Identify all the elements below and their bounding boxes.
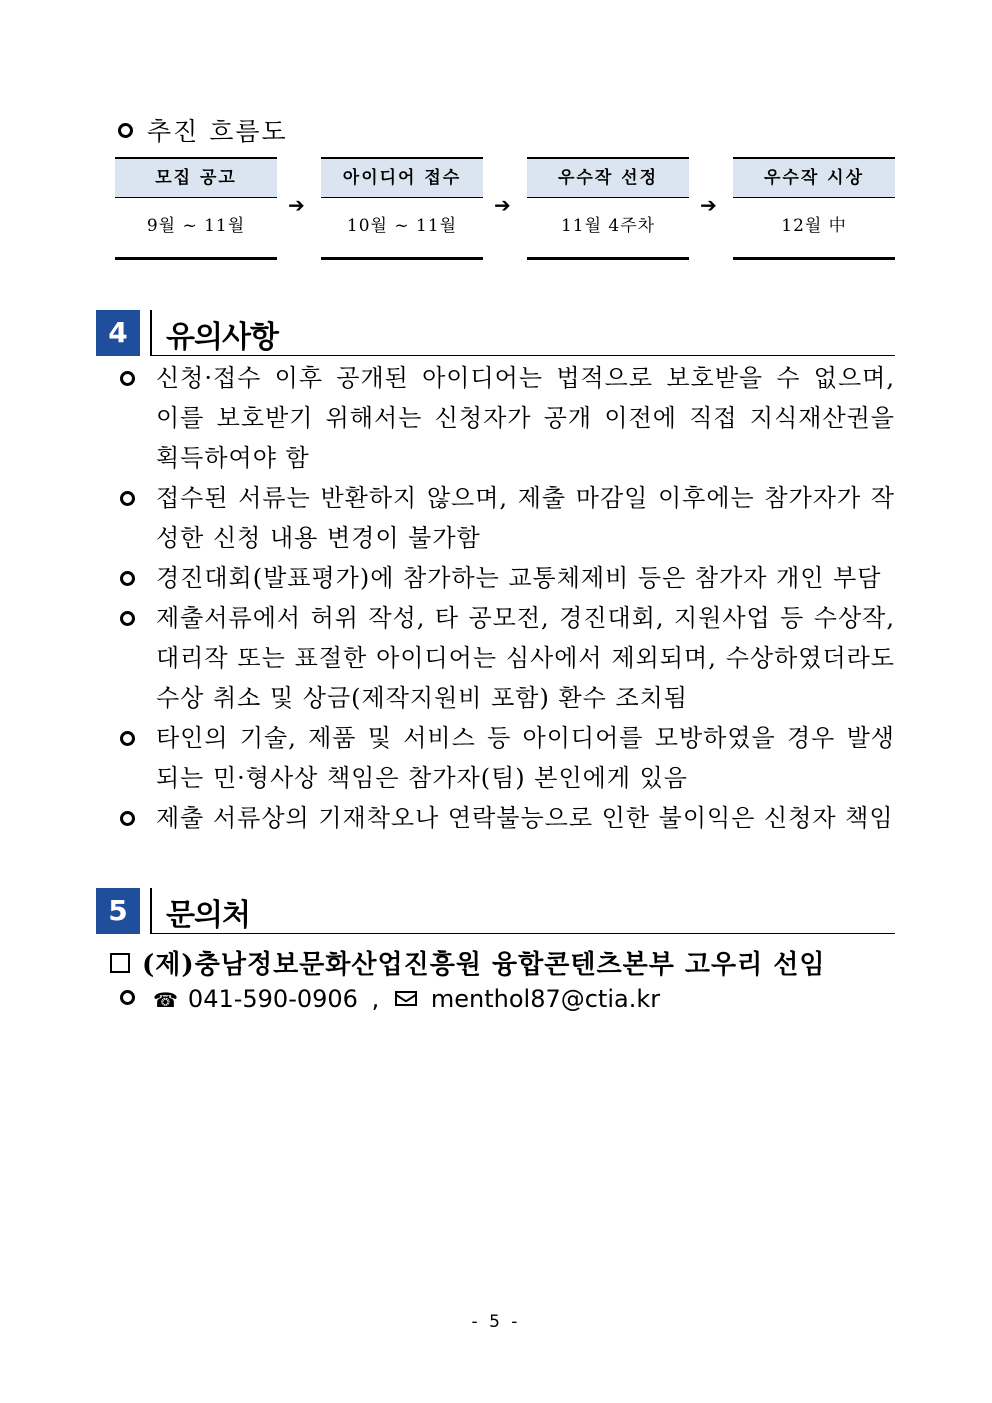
- section-5-divider: [150, 888, 152, 934]
- list-item: 경진대회(발표평가)에 참가하는 교통체제비 등은 참가자 개인 부담: [120, 558, 895, 598]
- phone-icon: ☎: [153, 988, 178, 1012]
- bullet-circle-icon: [118, 123, 133, 138]
- list-item: 타인의 기술, 제품 및 서비스 등 아이디어를 모방하였을 경우 발생되는 민·형사상 책임은 참가자(팀) 본인에게 있음: [120, 718, 895, 798]
- bullet-circle-icon: [120, 491, 135, 506]
- section-4-title: 유의사항: [166, 320, 278, 355]
- contact-details: [120, 985, 660, 1013]
- contact-email: menthol87@ctia.kr: [430, 985, 661, 1013]
- list-item: 제출 서류상의 기재착오나 연락불능으로 인한 불이익은 신청자 책임: [120, 798, 895, 838]
- section-4-divider: [150, 310, 152, 356]
- list-item: 제출서류에서 허위 작성, 타 공모전, 경진대회, 지원사업 등 수상작, 대리작 또는 표절한 아이디어는 심사에서 제외되며, 수상하였더라도 수상 취소 및 상금(제작지원비 포함) 환수 조치됨: [120, 598, 895, 718]
- list-item: 접수된 서류는 반환하지 않으며, 제출 마감일 이후에는 참가자가 작성한 신청 내용 변경이 불가함: [120, 478, 895, 558]
- page-number: - 5 -: [471, 1312, 521, 1332]
- notes-list: [120, 358, 895, 838]
- flow-step-period: 12월 中: [781, 216, 847, 236]
- contact-separator: ,: [371, 985, 380, 1013]
- flow-step-period: 10월 ~ 11월: [346, 216, 458, 236]
- section-4-underline: [150, 355, 895, 356]
- bullet-circle-icon: [120, 611, 135, 626]
- bullet-circle-icon: [120, 371, 135, 386]
- bullet-circle-icon: [120, 731, 135, 746]
- bullet-circle-icon: [120, 990, 135, 1005]
- arrow-right-icon: ➔: [288, 193, 305, 217]
- contact-phone: 041-590-0906: [187, 985, 358, 1013]
- section-5-title: 문의처: [166, 898, 250, 933]
- bullet-circle-icon: [120, 571, 135, 586]
- contact-organization: (제)충남정보문화산업진흥원 융합콘텐츠본부 고우리 선임: [110, 944, 826, 981]
- flow-step-period: 11월 4주차: [560, 216, 656, 236]
- section-5-underline: [150, 933, 895, 934]
- flow-title: 추진 흐름도: [118, 112, 288, 148]
- section-5-number: 5: [96, 888, 140, 934]
- bullet-circle-icon: [120, 811, 135, 826]
- list-item: 신청·접수 이후 공개된 아이디어는 법적으로 보호받을 수 없으며, 이를 보호받기 위해서는 신청자가 공개 이전에 직접 지식재산권을 획득하여야 함: [120, 358, 895, 478]
- flow-step-period: 9월 ~ 11월: [146, 216, 246, 236]
- flow-step-label: 우수작 시상: [733, 159, 895, 198]
- flow-step-label: 모집 공고: [115, 159, 277, 198]
- flow-step-4: [733, 157, 895, 260]
- flow-step-3: [527, 157, 689, 260]
- checkbox-square-icon: [110, 953, 130, 973]
- flow-step-label: 아이디어 접수: [321, 159, 483, 198]
- flow-step-1: [115, 157, 277, 260]
- arrow-right-icon: ➔: [700, 193, 717, 217]
- flow-step-2: [321, 157, 483, 260]
- mail-icon: [395, 991, 417, 1006]
- section-4-number: 4: [96, 310, 140, 356]
- flow-step-label: 우수작 선정: [527, 159, 689, 198]
- arrow-right-icon: ➔: [494, 193, 511, 217]
